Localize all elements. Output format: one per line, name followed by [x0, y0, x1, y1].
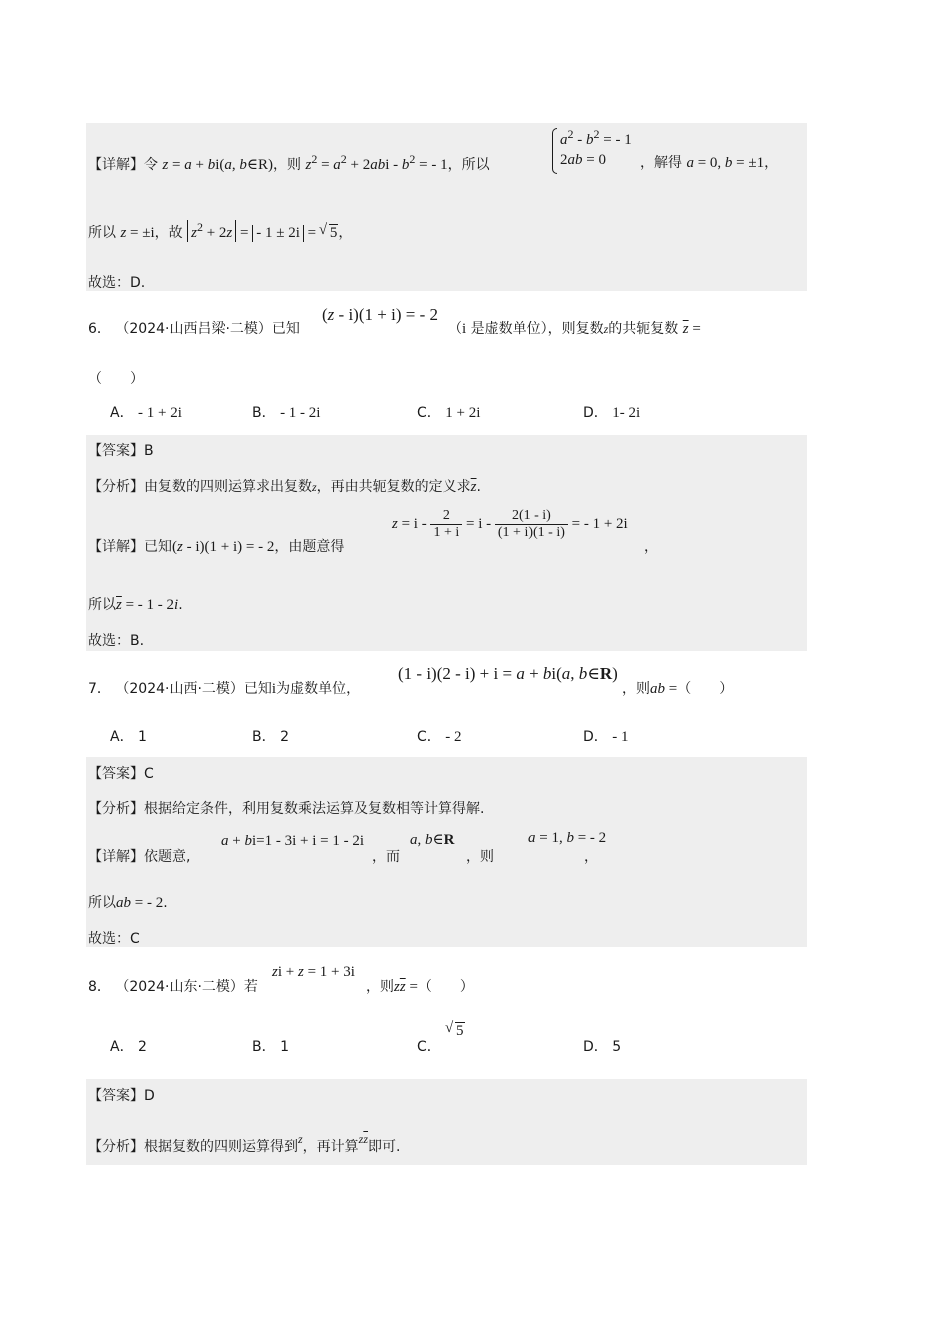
- detail-label: 【详解】: [88, 157, 144, 173]
- formula: z = a + bi(a, b∈R): [162, 157, 274, 173]
- q8-answer: 【答案】D: [88, 1088, 155, 1104]
- q5-detail-line2: 所以 z = ±i，故 $z^2 + 2z$ = - 1 ± 2i = √ 5，: [88, 220, 352, 242]
- question-source: （2024·山西·二模）已知: [115, 681, 272, 697]
- q7-stem: 7． （2024·山西·二模）已知i为虚数单位，: [88, 681, 361, 697]
- q7-choose: 故选：C: [88, 931, 140, 947]
- formula: $\overline{z}$ = - 1 - 2i: [116, 597, 179, 613]
- q6-stem-rest: （i 是虚数单位），则复数z的共轭复数 $\overline{z}$ =: [448, 321, 701, 337]
- formula: zi + z = 1 + 3i: [272, 964, 355, 980]
- question-number: 7．: [88, 681, 111, 697]
- q6-detail-line2: 所以$\overline{z}$ = - 1 - 2i.: [88, 597, 183, 613]
- question-number: 8．: [88, 979, 111, 995]
- q7-detail: 【详解】依题意,: [88, 849, 191, 865]
- formula: ab = - 2: [116, 895, 164, 911]
- q6-option-b[interactable]: B． - 1 - 2i: [252, 405, 321, 421]
- q8-analysis: 【分析】根据复数的四则运算得到z，再计算$z\overline{z}$即可.: [88, 1132, 401, 1155]
- formula: $a^2 - b^2$ = - 1: [560, 127, 632, 148]
- q5-choose: 故选：D.: [88, 275, 146, 291]
- q7-option-d[interactable]: D． - 1: [583, 729, 629, 745]
- q6-paren: （ ）: [88, 371, 144, 387]
- q7-option-b[interactable]: B． 2: [252, 729, 289, 745]
- q7-analysis: 【分析】根据给定条件，利用复数乘法运算及复数相等计算得解.: [88, 801, 485, 817]
- formula: z = ±i: [120, 225, 155, 241]
- q5-detail-line1: 【详解】令 z = a + bi(a, b∈R)，则 $z^2 = a^2 + 2abi - b^2$ = - 1，所以: [88, 152, 490, 173]
- q5-detail-line1-end: ，解得 a = 0, b = ±1，: [640, 155, 779, 171]
- q6-option-c[interactable]: C． 1 + 2i: [417, 405, 481, 421]
- q6-option-a[interactable]: A． - 1 + 2i: [110, 405, 182, 421]
- q7-option-a[interactable]: A． 1: [110, 729, 147, 745]
- q6-answer: 【答案】B: [88, 443, 154, 459]
- q7-detail-line2: 所以ab = - 2.: [88, 895, 168, 911]
- question-source: （2024·山西吕梁·二模）已知: [115, 321, 300, 337]
- q6-choose: 故选：B.: [88, 633, 145, 649]
- q5-solution-block: [86, 123, 807, 291]
- q8-stem: [88, 976, 258, 996]
- formula: a, b∈R: [410, 832, 455, 848]
- formula: (z - i)(1 + i) = - 2: [172, 539, 275, 555]
- q6-detail: 【详解】已知(z - i)(1 + i) = - 2，由题意得: [88, 539, 345, 555]
- formula: 2ab = 0: [560, 152, 606, 168]
- question-number: 6．: [88, 321, 111, 337]
- q6-option-d[interactable]: D． 1- 2i: [583, 405, 641, 421]
- q8-stem-rest: ，则$z\overline{z}$ =（ ）: [366, 979, 474, 995]
- q7-answer: 【答案】C: [88, 766, 154, 782]
- q6-stem: [88, 318, 300, 338]
- q8-option-b[interactable]: B． 1: [252, 1039, 289, 1055]
- q8-option-c-value: √ 5: [446, 1022, 465, 1040]
- formula: $z^2 = a^2 + 2abi - b^2$ = - 1: [305, 152, 448, 173]
- formula: z = i - $\frac{2}{1 + i}$ = i - $\frac{2(1 - i)}{(1 + i)(1 - i)}$ = - 1 + 2i: [392, 508, 628, 540]
- q7-stem-rest: ，则ab =（ ）: [622, 681, 734, 697]
- q7-option-c[interactable]: C． - 2: [417, 729, 462, 745]
- formula: (z - i)(1 + i) = - 2: [322, 305, 438, 324]
- formula: (1 - i)(2 - i) + i = a + bi(a, b∈R): [398, 664, 618, 683]
- formula: a = 0, b = ±1: [686, 155, 765, 171]
- q8-option-d[interactable]: D． 5: [583, 1039, 622, 1055]
- formula: $z^2 + 2z$ = - 1 ± 2i = √ 5: [187, 225, 338, 241]
- q8-option-a[interactable]: A． 2: [110, 1039, 147, 1055]
- formula: a = 1, b = - 2: [528, 830, 607, 846]
- formula: a + bi=1 - 3i + i = 1 - 2i: [221, 833, 365, 849]
- q7-solution-block: [86, 757, 807, 947]
- q6-analysis: 【分析】由复数的四则运算求出复数z，再由共轭复数的定义求$\overline{z}$.: [88, 479, 481, 495]
- question-source: （2024·山东·二模）若: [115, 979, 258, 995]
- system-brace: [552, 128, 557, 174]
- q8-option-c[interactable]: C．: [417, 1039, 441, 1055]
